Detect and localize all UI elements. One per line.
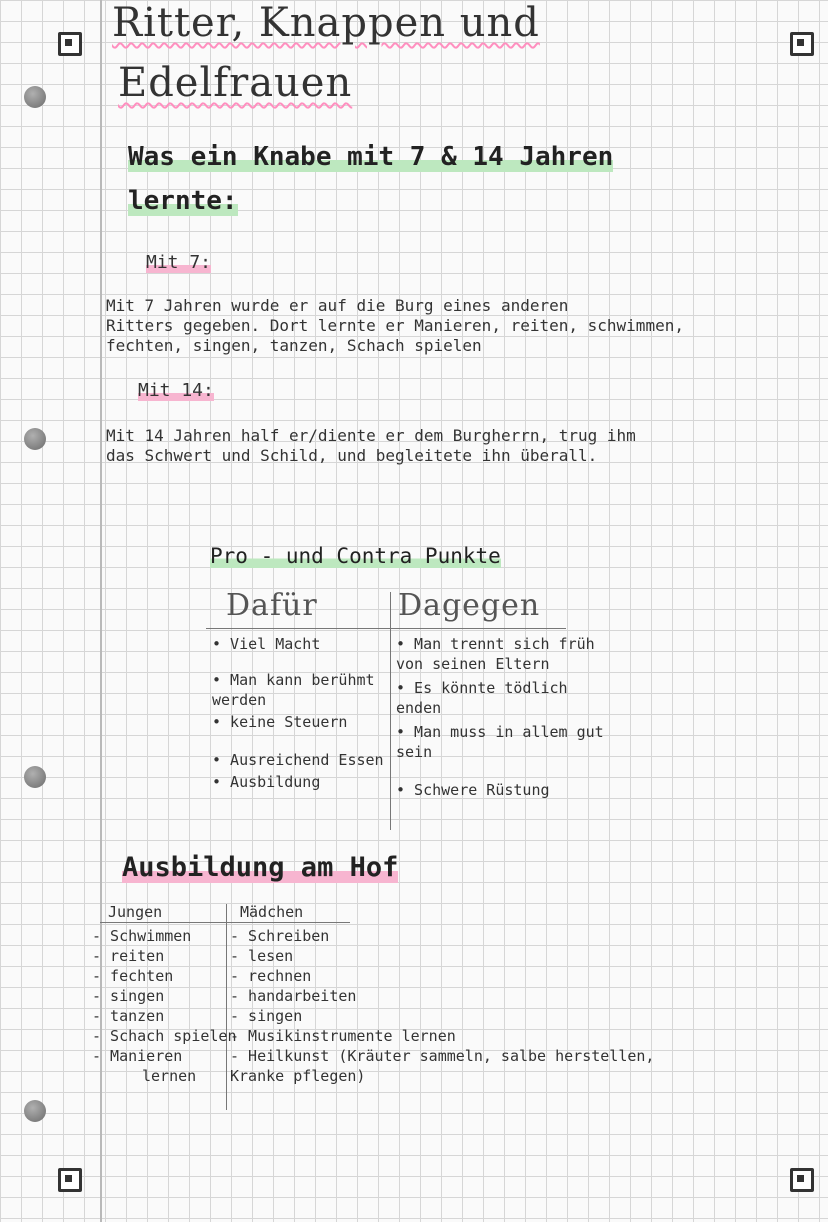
section-heading-knabe: Was ein Knabe mit 7 & 14 Jahren bbox=[128, 142, 614, 172]
girls-item: - Schreiben bbox=[230, 927, 330, 945]
con-item: • Es könnte tödlich enden bbox=[396, 679, 568, 717]
age14-line: Mit 14 Jahren half er/diente er dem Burgherrn, trug ihm bbox=[106, 426, 636, 445]
age14-label: Mit 14: bbox=[138, 380, 214, 401]
corner-marker-icon bbox=[790, 1168, 814, 1192]
ausbildung-heading: Ausbildung am Hof bbox=[122, 852, 399, 883]
con-column-header: Dagegen bbox=[398, 588, 541, 623]
con-item: • Schwere Rüstung bbox=[396, 781, 550, 799]
corner-marker-icon bbox=[58, 1168, 82, 1192]
age7-line: fechten, singen, tanzen, Schach spielen bbox=[106, 336, 482, 355]
age7-line: Ritters gegeben. Dort lernte er Manieren, reiten, schwimmen, bbox=[106, 316, 684, 335]
punch-hole-1 bbox=[24, 86, 46, 108]
pro-column-header: Dafür bbox=[226, 588, 318, 623]
girls-column-header: Mädchen bbox=[240, 903, 304, 921]
pro-item: • Ausbildung bbox=[212, 773, 321, 791]
pro-item: • Viel Macht bbox=[212, 635, 321, 653]
boys-item: - fechten bbox=[92, 967, 174, 985]
girls-item: - singen bbox=[230, 1007, 303, 1025]
corner-marker-icon bbox=[58, 32, 82, 56]
procon-table-vline bbox=[390, 592, 391, 830]
section-heading-knabe-cont: lernte: bbox=[128, 186, 238, 216]
corner-marker-icon bbox=[790, 32, 814, 56]
girls-item: - Musikinstrumente lernen bbox=[230, 1027, 456, 1045]
age7-paragraph bbox=[106, 296, 684, 356]
boys-item: - Schwimmen bbox=[92, 927, 192, 945]
girls-item: Kranke pflegen) bbox=[230, 1067, 366, 1085]
age14-paragraph bbox=[106, 426, 636, 466]
con-item: • Man trennt sich früh von seinen Eltern bbox=[396, 635, 595, 673]
girls-item: - Heilkunst (Kräuter sammeln, salbe herstellen, bbox=[230, 1047, 655, 1065]
age7-line: Mit 7 Jahren wurde er auf die Burg eines anderen bbox=[106, 296, 569, 315]
boys-column-header: Jungen bbox=[108, 903, 163, 921]
girls-item: - handarbeiten bbox=[230, 987, 357, 1005]
punch-hole-3 bbox=[24, 766, 46, 788]
ausbildung-table-hline bbox=[100, 922, 350, 923]
procon-table-hline bbox=[206, 628, 566, 629]
boys-list bbox=[92, 926, 237, 1086]
boys-item: - tanzen bbox=[92, 1007, 165, 1025]
pro-item: • Man kann berühmt werden bbox=[212, 671, 375, 709]
page-title-line2: Edelfrauen bbox=[118, 60, 353, 106]
con-list bbox=[396, 634, 616, 800]
punch-hole-2 bbox=[24, 428, 46, 450]
pro-list bbox=[212, 634, 386, 792]
pro-item: • Ausreichend Essen bbox=[212, 751, 384, 769]
page-title-line1: Ritter, Knappen und bbox=[112, 0, 540, 46]
age14-line: das Schwert und Schild, und begleitete ihn überall. bbox=[106, 446, 598, 465]
girls-item: - rechnen bbox=[230, 967, 312, 985]
boys-item: lernen bbox=[142, 1067, 197, 1085]
punch-hole-4 bbox=[24, 1100, 46, 1122]
boys-item: - singen bbox=[92, 987, 165, 1005]
girls-item: - lesen bbox=[230, 947, 294, 965]
con-item: • Man muss in allem gut sein bbox=[396, 723, 604, 761]
girls-list bbox=[230, 926, 654, 1086]
boys-item: - Schach spielen bbox=[92, 1027, 237, 1045]
procon-heading: Pro - und Contra Punkte bbox=[210, 544, 501, 568]
pro-item: • keine Steuern bbox=[212, 713, 348, 731]
boys-item: - reiten bbox=[92, 947, 165, 965]
age7-label: Mit 7: bbox=[146, 252, 212, 273]
boys-item: - Manieren bbox=[92, 1047, 183, 1065]
